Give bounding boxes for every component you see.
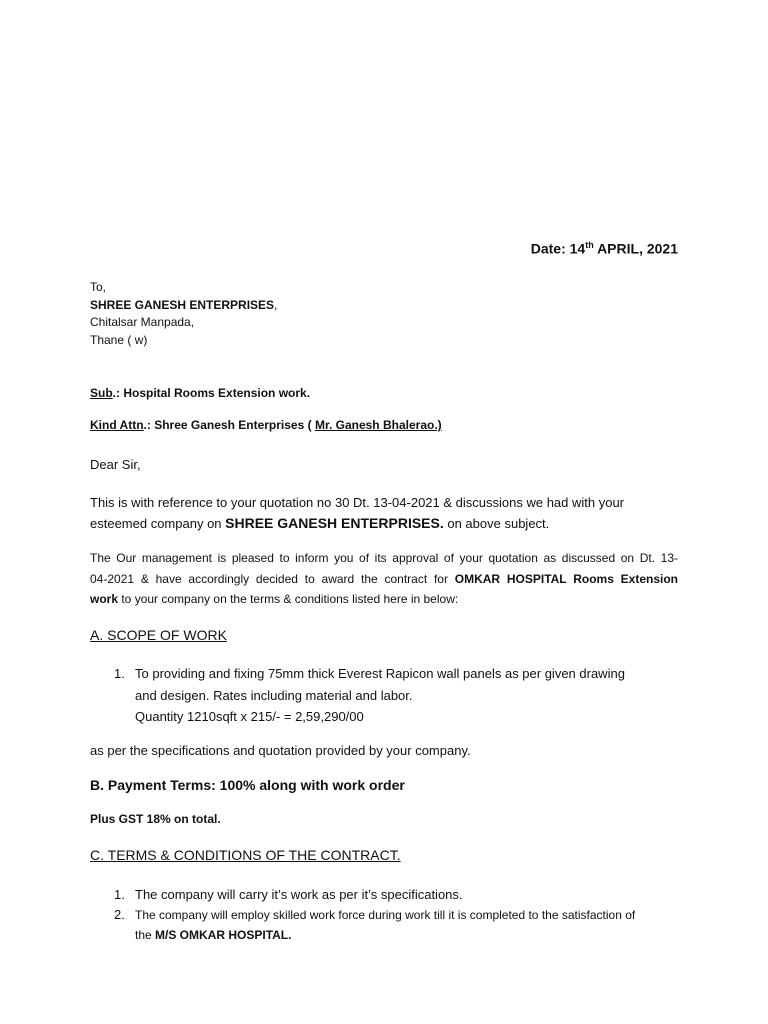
recipient-address-line: Chitalsar Manpada,	[90, 315, 195, 329]
recipient-company: SHREE GANESH ENTERPRISES,	[90, 297, 278, 312]
subject-line: Sub.: Hospital Rooms Extension work.	[90, 386, 311, 400]
recipient-address	[90, 279, 277, 349]
scope-item: 1. To providing and fixing 75mm thick Everest Rapicon wall panels as per given drawing and desigen. Rates including material and labor. Quantity 1210sqft x 215/- = 2,59,290/00	[114, 666, 625, 724]
letter-date: Date: 14th APRIL, 2021	[530, 240, 678, 257]
section-c-heading: C. TERMS & CONDITIONS OF THE CONTRACT.	[90, 847, 401, 863]
section-a-heading: A. SCOPE OF WORK	[90, 627, 227, 643]
recipient-address-line: Thane ( w)	[90, 332, 148, 347]
terms-item: 2. The company will employ skilled work force during work till it is completed to the satisfaction of the M/S OMKAR HOSPITAL.	[114, 907, 636, 942]
terms-item: 1. The company will carry it’s work as per it’s specifications.	[114, 887, 463, 902]
gst-note: Plus GST 18% on total.	[90, 812, 221, 826]
attention-line: Kind Attn.: Shree Ganesh Enterprises ( Mr. Ganesh Bhalerao.)	[90, 418, 442, 432]
section-b-heading: B. Payment Terms: 100% along with work order	[90, 777, 405, 793]
scope-footer: as per the specifications and quotation provided by your company.	[90, 743, 471, 758]
approval-paragraph: The Our management is pleased to inform you of its approval of your quotation as discussed on Dt. 13- 04-2021 & have accordingly decided to award the contract for OMKAR HOSPITAL Rooms Extension work to your company on the terms & conditions listed here in below:	[90, 551, 678, 606]
address-to-label: To,	[90, 280, 107, 294]
intro-paragraph: This is with reference to your quotation no 30 Dt. 13-04-2021 & discussions we had with your esteemed company on SHREE GANESH ENTERPRISES. on above subject.	[90, 495, 625, 531]
salutation: Dear Sir,	[90, 457, 141, 472]
